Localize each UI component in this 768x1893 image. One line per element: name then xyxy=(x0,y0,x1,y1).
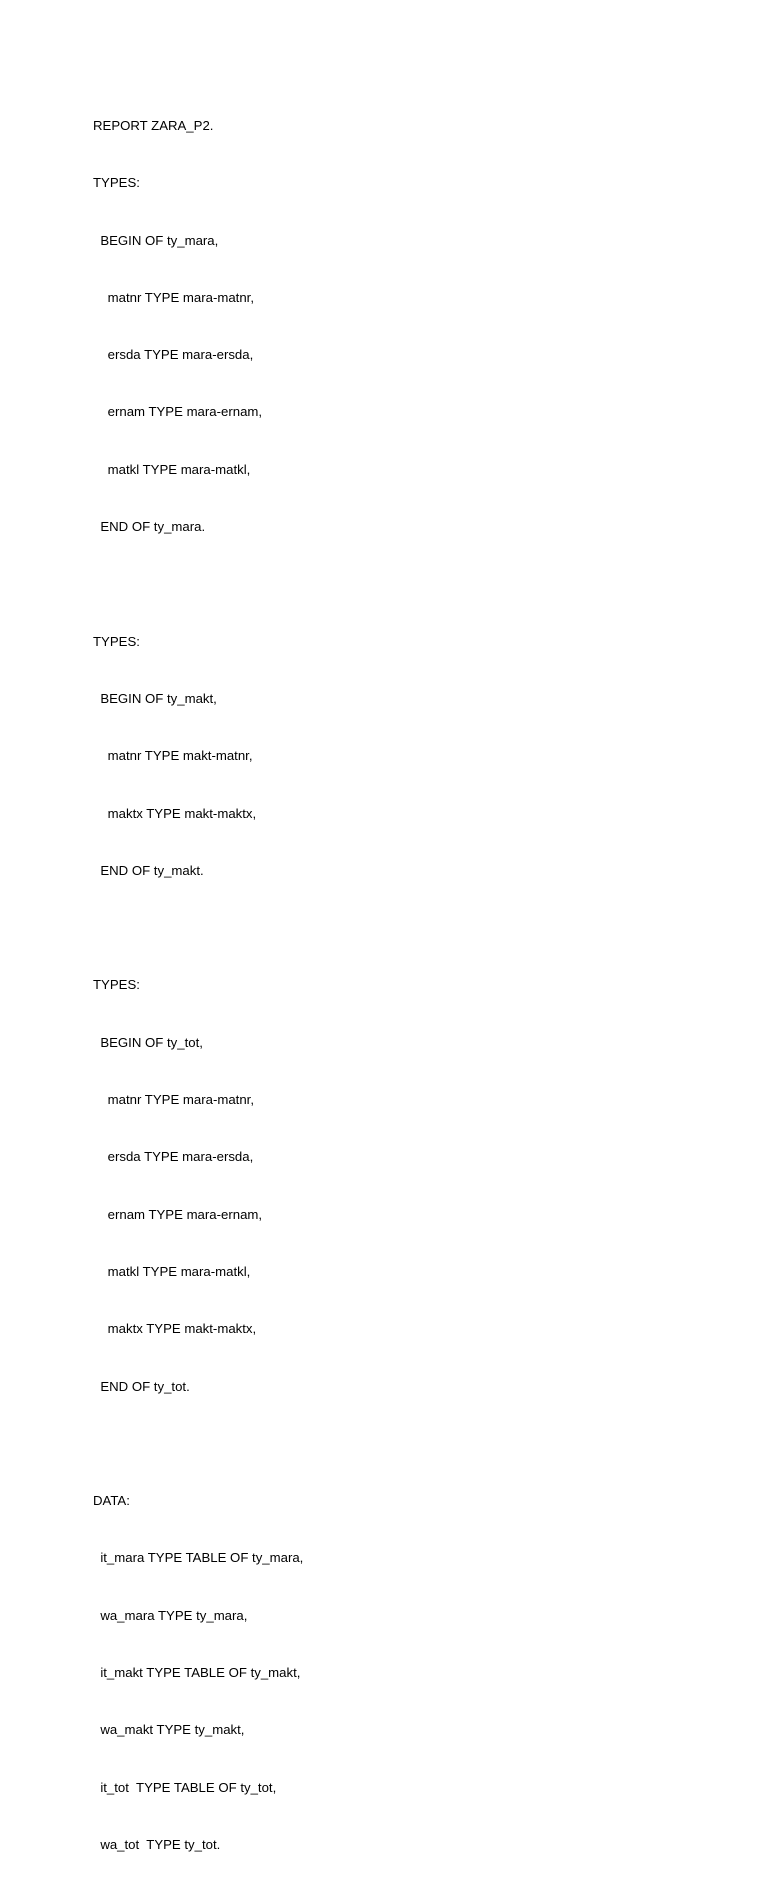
code-line: TYPES: xyxy=(93,175,140,191)
blank-line xyxy=(93,919,733,946)
code-line: BEGIN OF ty_mara, xyxy=(93,232,219,248)
code-line: REPORT ZARA_P2. xyxy=(93,118,214,133)
code-line: ernam TYPE mara-ernam, xyxy=(93,404,263,420)
code-line: it_makt TYPE TABLE OF ty_makt, xyxy=(93,1665,301,1681)
code-line: matnr TYPE mara-matnr, xyxy=(93,1092,254,1108)
code-line: maktx TYPE makt-maktx, xyxy=(93,1321,257,1337)
code-line: TYPES: xyxy=(93,977,140,993)
code-line: matkl TYPE mara-matkl, xyxy=(93,461,251,477)
code-line: wa_tot TYPE ty_tot. xyxy=(93,1836,221,1852)
code-line: TYPES: xyxy=(93,633,140,649)
code-line: END OF ty_makt. xyxy=(93,862,204,878)
code-line: matnr TYPE makt-matnr, xyxy=(93,748,253,764)
code-line: BEGIN OF ty_makt, xyxy=(93,690,217,706)
code-line: ersda TYPE mara-ersda, xyxy=(93,347,254,363)
code-listing xyxy=(93,87,733,1893)
code-line: END OF ty_mara. xyxy=(93,519,206,535)
code-line: maktx TYPE makt-maktx, xyxy=(93,805,257,821)
code-line: it_tot TYPE TABLE OF ty_tot, xyxy=(93,1779,277,1795)
blank-line xyxy=(93,575,733,602)
code-line: wa_mara TYPE ty_mara, xyxy=(93,1607,248,1623)
code-line: END OF ty_tot. xyxy=(93,1378,190,1394)
code-line: wa_makt TYPE ty_makt, xyxy=(93,1722,245,1738)
blank-line xyxy=(93,1435,733,1462)
code-line: matnr TYPE mara-matnr, xyxy=(93,289,254,305)
code-line: it_mara TYPE TABLE OF ty_mara, xyxy=(93,1550,304,1566)
code-line: ersda TYPE mara-ersda, xyxy=(93,1149,254,1165)
code-line: BEGIN OF ty_tot, xyxy=(93,1034,203,1050)
code-line: DATA: xyxy=(93,1493,130,1509)
code-line: ernam TYPE mara-ernam, xyxy=(93,1206,263,1222)
code-line: matkl TYPE mara-matkl, xyxy=(93,1263,251,1279)
